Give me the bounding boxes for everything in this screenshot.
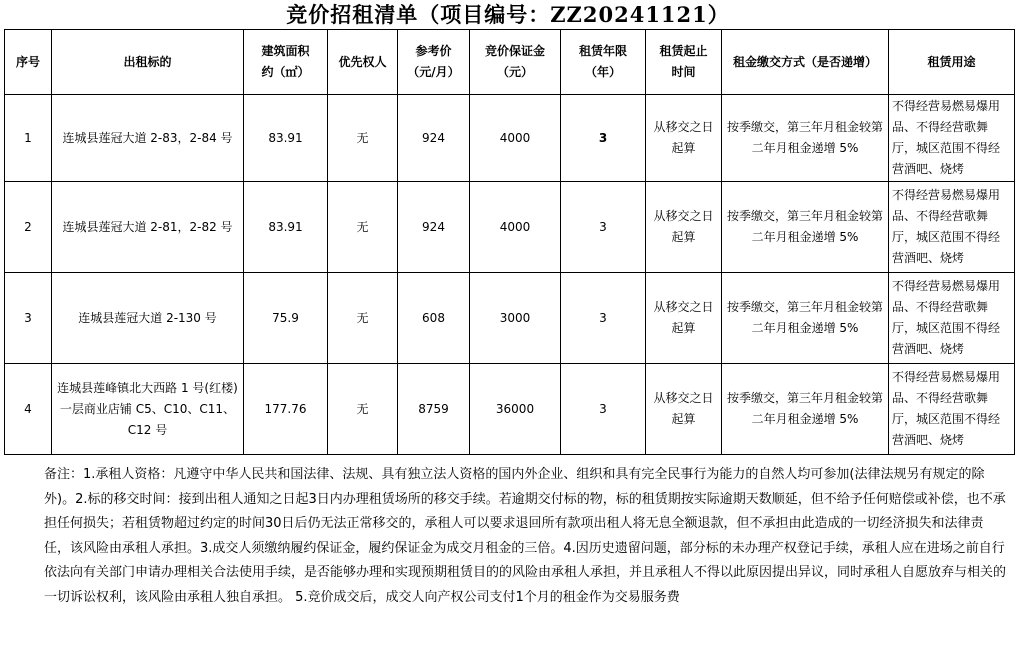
header-target: 出租标的 [52, 30, 244, 95]
cell-seq: 2 [5, 182, 52, 273]
cell-term: 3 [561, 364, 646, 455]
lease-table [4, 29, 1015, 455]
header-start-line1: 租赁起止 [659, 44, 708, 58]
cell-term: 3 [561, 182, 646, 273]
cell-term: 3 [561, 95, 646, 182]
header-area [244, 30, 328, 95]
table-row [5, 273, 1015, 364]
cell-price: 924 [398, 182, 470, 273]
remarks-note: 备注：1.承租人资格：凡遵守中华人民共和国法律、法规、具有独立法人资格的国内外企业、组织和具有完全民事行为能力的自然人均可参加(法律法规另有规定的除外)。2.标的移交时间：接到出租人通知之日起3日内办理租赁场所的移交手续。若逾期交付标的物，标的租赁期按实际逾期天数顺延，但不给予任何赔偿或补偿，也不承担任何损失；若租赁物超过约定的时间30日后仍无法正常移交的，承租人可以要求退回所有款项出租人将无息全额退款，但不承担由此造成的一切经济损失和法律责任，该风险由承租人承担。3.成交人须缴纳履约保证金，履约保证金为成交月租金的三倍。4.因历史遗留问题，部分标的未办理产权登记手续，承租人应在进场之前自行依法向有关部门申请办理相关合法使用手续，是否能够办理和实现预期租赁目的的风险由承租人承担，并且承租人不得以此原因提出异议，同时承租人自愿放弃与相关的一切诉讼权利，该风险由承租人独自承担。 5.竞价成交后，成交人向产权公司支付1个月的租金作为交易服务费 [44, 467, 1007, 605]
cell-priority: 无 [328, 364, 398, 455]
cell-payment: 按季缴交，第三年月租金较第二年月租金递增 5% [722, 273, 889, 364]
cell-priority: 无 [328, 95, 398, 182]
cell-seq: 3 [5, 273, 52, 364]
cell-priority: 无 [328, 182, 398, 273]
cell-start: 从移交之日起算 [646, 95, 722, 182]
table-row [5, 182, 1015, 273]
cell-price: 8759 [398, 364, 470, 455]
cell-area: 177.76 [244, 364, 328, 455]
table-row [5, 95, 1015, 182]
header-price-line1: 参考价 [415, 44, 452, 58]
cell-area: 83.91 [244, 95, 328, 182]
header-seq: 序号 [5, 30, 52, 95]
cell-target: 连城县莲冠大道 2-130 号 [52, 273, 244, 364]
header-term [561, 30, 646, 95]
cell-price: 608 [398, 273, 470, 364]
cell-start: 从移交之日起算 [646, 182, 722, 273]
header-area-line2: 约（㎡） [261, 65, 310, 79]
cell-term: 3 [561, 273, 646, 364]
cell-seq: 4 [5, 364, 52, 455]
header-term-line1: 租赁年限 [578, 44, 627, 58]
cell-payment: 按季缴交，第三年月租金较第二年月租金递增 5% [722, 95, 889, 182]
header-start-line2: 时间 [671, 65, 696, 79]
cell-payment: 按季缴交，第三年月租金较第二年月租金递增 5% [722, 364, 889, 455]
header-priority: 优先权人 [328, 30, 398, 95]
header-row [5, 30, 1015, 95]
header-deposit-line1: 竞价保证金 [484, 44, 545, 58]
cell-area: 83.91 [244, 182, 328, 273]
header-deposit [470, 30, 561, 95]
header-start [646, 30, 722, 95]
cell-deposit: 4000 [470, 95, 561, 182]
header-payment: 租金缴交方式（是否递增） [722, 30, 889, 95]
cell-target: 连城县莲峰镇北大西路 1 号(红楼)一层商业店铺 C5、C10、C11、C12 号 [52, 364, 244, 455]
cell-payment: 按季缴交，第三年月租金较第二年月租金递增 5% [722, 182, 889, 273]
cell-deposit: 36000 [470, 364, 561, 455]
cell-price: 924 [398, 95, 470, 182]
header-area-line1: 建筑面积 [261, 44, 310, 58]
cell-area: 75.9 [244, 273, 328, 364]
cell-use: 不得经营易燃易爆用品、不得经营歌舞厅，城区范围不得经营酒吧、烧烤 [889, 273, 1015, 364]
header-price-line2: （元/月） [407, 65, 460, 79]
cell-start: 从移交之日起算 [646, 273, 722, 364]
header-term-line2: （年） [584, 65, 621, 79]
cell-priority: 无 [328, 273, 398, 364]
cell-deposit: 4000 [470, 182, 561, 273]
cell-use: 不得经营易燃易爆用品、不得经营歌舞厅，城区范围不得经营酒吧、烧烤 [889, 95, 1015, 182]
cell-target: 连城县莲冠大道 2-83，2-84 号 [52, 95, 244, 182]
cell-start: 从移交之日起算 [646, 364, 722, 455]
page-title: 竞价招租清单（项目编号：ZZ20241121） [286, 2, 730, 27]
cell-seq: 1 [5, 95, 52, 182]
cell-target: 连城县莲冠大道 2-81，2-82 号 [52, 182, 244, 273]
cell-deposit: 3000 [470, 273, 561, 364]
cell-use: 不得经营易燃易爆用品、不得经营歌舞厅，城区范围不得经营酒吧、烧烤 [889, 182, 1015, 273]
header-use: 租赁用途 [889, 30, 1015, 95]
cell-use: 不得经营易燃易爆用品、不得经营歌舞厅，城区范围不得经营酒吧、烧烤 [889, 364, 1015, 455]
header-price [398, 30, 470, 95]
table-row [5, 364, 1015, 455]
header-deposit-line2: （元） [496, 65, 533, 79]
